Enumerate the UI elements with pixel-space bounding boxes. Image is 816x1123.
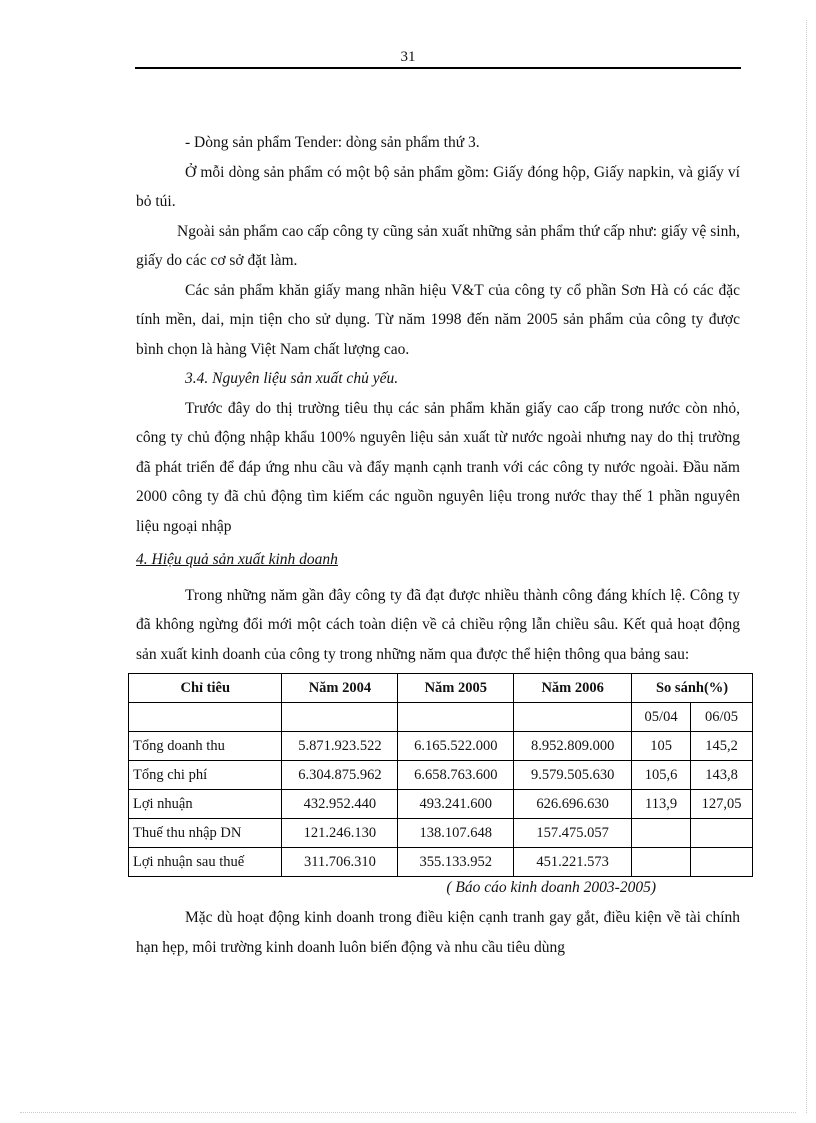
table-cell: 311.706.310 — [282, 848, 398, 877]
table-cell: 105 — [632, 732, 691, 761]
table-cell — [632, 819, 691, 848]
header-comparison: So sánh(%) — [632, 674, 753, 703]
table-row — [129, 790, 753, 819]
row-label: Lợi nhuận sau thuế — [129, 848, 282, 877]
heading-raw-materials: 3.4. Nguyên liệu sản xuất chủ yếu. — [185, 370, 399, 387]
table-row — [129, 732, 753, 761]
table-row — [129, 848, 753, 877]
table-source-note: ( Báo cáo kinh doanh 2003-2005) — [446, 879, 656, 896]
table-row — [129, 819, 753, 848]
table-cell: 6.165.522.000 — [398, 732, 514, 761]
row-label: Lợi nhuận — [129, 790, 282, 819]
table-cell: 6.304.875.962 — [282, 761, 398, 790]
table-cell: 157.475.057 — [514, 819, 632, 848]
table-subheader-row — [129, 703, 753, 732]
table-header-row — [129, 674, 753, 703]
row-label: Tổng doanh thu — [129, 732, 282, 761]
table-cell: 143,8 — [691, 761, 753, 790]
table-cell — [691, 819, 753, 848]
table-cell: 145,2 — [691, 732, 753, 761]
document-body — [133, 128, 742, 962]
table-cell: 493.241.600 — [398, 790, 514, 819]
table-cell: 127,05 — [691, 790, 753, 819]
empty-cell — [282, 703, 398, 732]
paragraph-secondary-products: Ngoài sản phẩm cao cấp công ty cũng sản xuất những sản phẩm thứ cấp như: giấy vệ sinh, giấy do các cơ sở đặt làm. — [136, 222, 740, 269]
header-year-2005: Năm 2005 — [398, 674, 514, 703]
paragraph-product-set: Ở mỗi dòng sản phẩm có một bộ sản phẩm gồm: Giấy đóng hộp, Giấy napkin, và giấy ví bỏ túi. — [136, 163, 740, 210]
table-cell: 121.246.130 — [282, 819, 398, 848]
page-number: 31 — [400, 49, 416, 65]
paragraph-vt-brand: Các sản phẩm khăn giấy mang nhãn hiệu V&T của công ty cổ phần Sơn Hà có các đặc tính mền, dai, mịn tiện cho sử dụng. Từ năm 1998 đến năm 2005 sản phẩm của công ty được bình chọn là hàng Việt Nam chất lượng cao. — [136, 281, 740, 358]
subheader-06-05: 06/05 — [691, 703, 753, 732]
header-rule — [135, 67, 741, 69]
empty-cell — [398, 703, 514, 732]
row-label: Thuế thu nhập DN — [129, 819, 282, 848]
table-cell: 8.952.809.000 — [514, 732, 632, 761]
table-cell: 113,9 — [632, 790, 691, 819]
empty-cell — [514, 703, 632, 732]
table-row — [129, 761, 753, 790]
subheader-05-04: 05/04 — [632, 703, 691, 732]
table-cell: 451.221.573 — [514, 848, 632, 877]
paragraph-tender-line: - Dòng sản phẩm Tender: dòng sản phẩm thứ 3. — [185, 134, 480, 151]
table-cell: 355.133.952 — [398, 848, 514, 877]
table-cell: 105,6 — [632, 761, 691, 790]
table-cell: 6.658.763.600 — [398, 761, 514, 790]
table-cell: 138.107.648 — [398, 819, 514, 848]
paragraph-conclusion: Mặc dù hoạt động kinh doanh trong điều kiện cạnh tranh gay gắt, điều kiện về tài chính hạn hẹp, môi trường kinh doanh luôn biến động và nhu cầu tiêu dùng — [136, 909, 740, 956]
table-cell: 626.696.630 — [514, 790, 632, 819]
empty-cell — [129, 703, 282, 732]
table-cell — [691, 848, 753, 877]
paragraph-business-results: Trong những năm gần đây công ty đã đạt được nhiều thành công đáng khích lệ. Công ty đã không ngừng đổi mới một cách toàn diện về cả chiều rộng lẫn chiều sâu. Kết quả hoạt động sản xuất kinh doanh của công ty trong những năm qua được thể hiện thông qua bảng sau: — [136, 586, 740, 663]
table-cell: 5.871.923.522 — [282, 732, 398, 761]
page-border-bottom — [20, 1112, 796, 1113]
header-indicator: Chỉ tiêu — [129, 674, 282, 703]
header-year-2004: Năm 2004 — [282, 674, 398, 703]
heading-business-efficiency: 4. Hiệu quả sản xuất kinh doanh — [136, 551, 338, 568]
row-label: Tổng chi phí — [129, 761, 282, 790]
table-cell: 432.952.440 — [282, 790, 398, 819]
paragraph-raw-materials: Trước đây do thị trường tiêu thụ các sản phẩm khăn giấy cao cấp trong nước còn nhỏ, công ty chủ động nhập khẩu 100% nguyên liệu sản xuất từ nước ngoài nhưng nay do thị trường đã phát triển để đáp ứng nhu cầu và đẩy mạnh cạnh tranh với các công ty nước ngoài. Đầu năm 2000 công ty đã chủ động tìm kiếm các nguồn nguyên liệu trong nước thay thế 1 phần nguyên liệu ngoại nhập — [136, 399, 740, 535]
table-cell: 9.579.505.630 — [514, 761, 632, 790]
page-border-right — [806, 20, 807, 1113]
header-year-2006: Năm 2006 — [514, 674, 632, 703]
table-cell — [632, 848, 691, 877]
business-results-table — [128, 673, 753, 877]
